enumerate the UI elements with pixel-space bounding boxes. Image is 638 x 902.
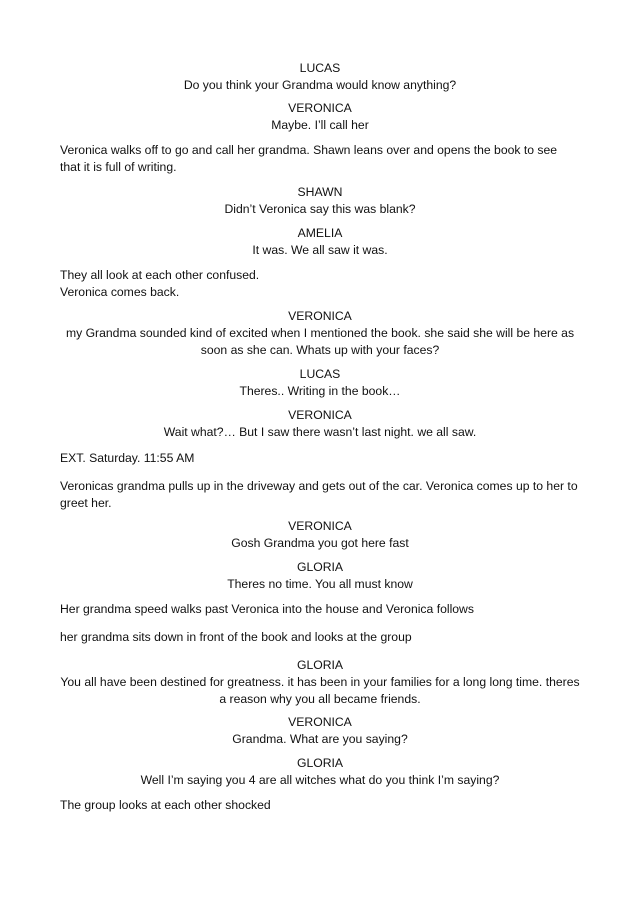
dialogue-block-veronica [60, 407, 580, 441]
action-text: Veronica walks off to go and call her grandma. Shawn leans over and opens the book to see that it is full of writing. [60, 143, 558, 174]
dialogue-block-veronica [60, 308, 580, 359]
character-name: VERONICA [288, 715, 352, 729]
action-paragraph [60, 629, 580, 646]
dialogue-line: Maybe. I’ll call her [271, 118, 369, 132]
dialogue-line: Theres.. Writing in the book… [239, 384, 401, 398]
action-paragraph [60, 478, 580, 512]
character-name: VERONICA [288, 101, 352, 115]
character-name: GLORIA [296, 756, 344, 770]
dialogue-block-veronica [60, 518, 580, 552]
dialogue-line: Wait what?… But I saw there wasn’t last night. we all saw. [163, 425, 477, 439]
dialogue-line: You all have been destined for greatness. it has been in your families for a long long time. theres a reason why you all became friends. [60, 675, 580, 706]
dialogue-block-veronica [60, 714, 580, 748]
action-paragraph [60, 797, 580, 814]
dialogue-line: It was. We all saw it was. [252, 243, 388, 257]
character-name: VERONICA [288, 309, 352, 323]
dialogue-block-lucas [60, 60, 580, 94]
character-name: LUCAS [299, 367, 341, 381]
action-text: They all look at each other confused. [60, 268, 260, 282]
dialogue-block-gloria [60, 559, 580, 593]
dialogue-block-veronica [60, 100, 580, 134]
dialogue-line: Well I’m saying you 4 are all witches what do you think I’m saying? [140, 773, 500, 787]
character-name: LUCAS [299, 61, 341, 75]
dialogue-block-gloria [60, 755, 580, 789]
action-text: The group looks at each other shocked [60, 798, 271, 812]
action-paragraph [60, 267, 580, 301]
dialogue-line: Gosh Grandma you got here fast [231, 536, 409, 550]
dialogue-block-amelia [60, 225, 580, 259]
dialogue-line: Didn’t Veronica say this was blank? [224, 202, 416, 216]
character-name: VERONICA [288, 408, 352, 422]
character-name: VERONICA [288, 519, 352, 533]
action-text: Veronica comes back. [60, 285, 180, 299]
character-name: GLORIA [296, 658, 344, 672]
dialogue-line: Grandma. What are you saying? [232, 732, 408, 746]
action-text: her grandma sits down in front of the book and looks at the group [60, 630, 412, 644]
dialogue-line: my Grandma sounded kind of excited when I mentioned the book. she said she will be here as soon as she can. Whats up with your faces? [65, 326, 575, 357]
dialogue-line: Theres no time. You all must know [227, 577, 413, 591]
character-name: SHAWN [297, 185, 343, 199]
action-paragraph [60, 142, 580, 176]
dialogue-block-shawn [60, 184, 580, 218]
action-text: Veronicas grandma pulls up in the driveway and gets out of the car. Veronica comes up to her to greet her. [60, 479, 578, 510]
dialogue-line: Do you think your Grandma would know anything? [183, 78, 457, 92]
dialogue-block-gloria [60, 657, 580, 708]
scene-heading-text: EXT. Saturday. 11:55 AM [60, 451, 195, 465]
scene-heading [60, 450, 580, 467]
action-text: Her grandma speed walks past Veronica into the house and Veronica follows [60, 602, 474, 616]
dialogue-block-lucas [60, 366, 580, 400]
character-name: AMELIA [297, 226, 343, 240]
character-name: GLORIA [296, 560, 344, 574]
action-paragraph [60, 601, 580, 618]
